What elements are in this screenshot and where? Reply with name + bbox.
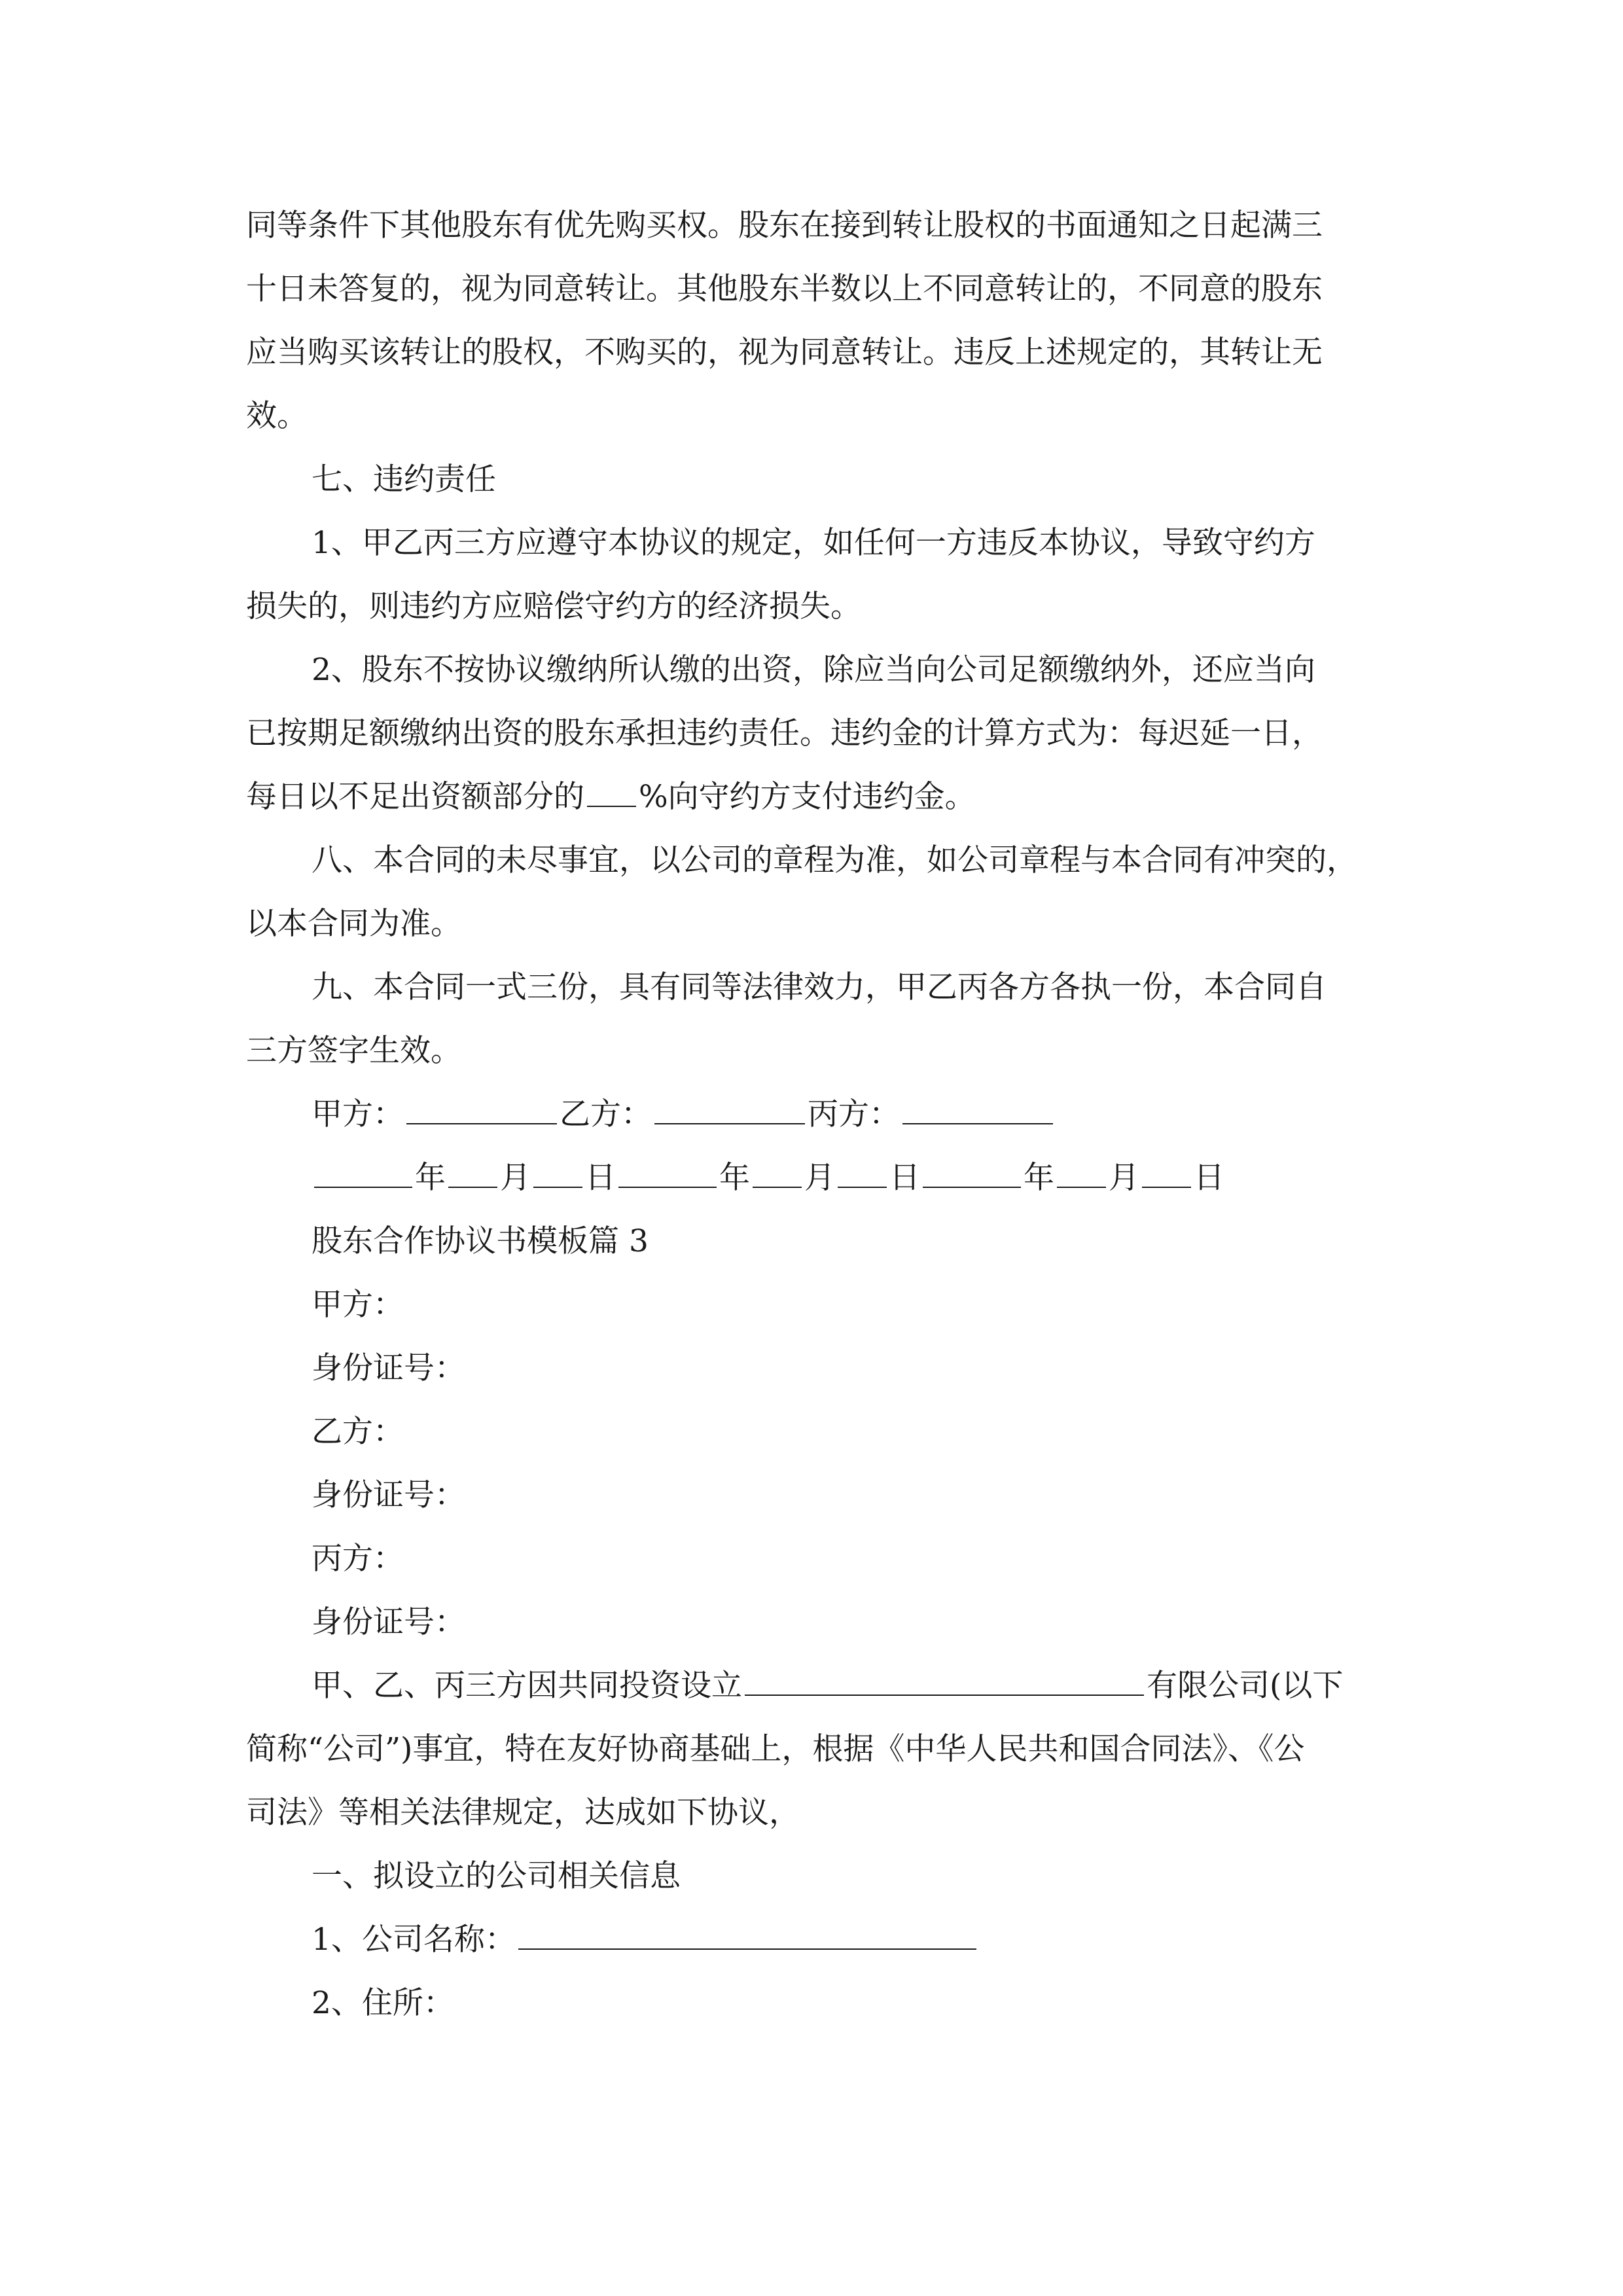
party-c-field: 丙方： xyxy=(312,1541,404,1577)
clause-9-line: 三方签字生效。 xyxy=(246,1033,461,1069)
paragraph-line: 应当购买该转让的股权，不购买的，视为同意转让。违反上述规定的，其转让无 xyxy=(246,334,1323,370)
paragraph-line: 效。 xyxy=(246,398,308,434)
document-page xyxy=(246,194,1398,2157)
party-c-label: 丙方： xyxy=(808,1096,900,1132)
clause-7-2-line xyxy=(246,765,1398,829)
company-name-blank[interactable] xyxy=(745,1660,1144,1696)
paragraph-line: 同等条件下其他股东有优先购买权。股东在接到转让股权的书面通知之日起满三 xyxy=(246,207,1323,243)
company-name-input-blank[interactable] xyxy=(518,1914,976,1950)
year-label: 年 xyxy=(719,1160,750,1196)
party-b-signature-blank[interactable] xyxy=(654,1089,805,1124)
month-label: 月 xyxy=(804,1160,835,1196)
intro-line xyxy=(246,1654,1398,1717)
signature-dates-row xyxy=(246,1146,1398,1210)
signature-parties-row xyxy=(246,1083,1398,1146)
clause-8-line: 八、本合同的未尽事宜，以公司的章程为准，如公司章程与本合同有冲突的， xyxy=(312,842,1357,878)
company-name-row xyxy=(246,1908,1398,1971)
clause-9-line: 九、本合同一式三份，具有同等法律效力，甲乙丙各方各执一份，本合同自 xyxy=(312,969,1327,1005)
month-label: 月 xyxy=(500,1160,531,1196)
intro-text: 甲、乙、丙三方因共同投资设立 xyxy=(312,1668,742,1704)
party-a-id-field: 身份证号： xyxy=(312,1350,465,1386)
day-label: 日 xyxy=(1194,1160,1224,1196)
intro-line: 司法》等相关法律规定，达成如下协议， xyxy=(246,1795,800,1831)
day-blank[interactable] xyxy=(1142,1153,1191,1188)
year-label: 年 xyxy=(415,1160,446,1196)
party-a-signature-blank[interactable] xyxy=(406,1089,557,1124)
year-label: 年 xyxy=(1024,1160,1054,1196)
company-name-label: 1、公司名称： xyxy=(312,1922,516,1958)
percent-blank[interactable] xyxy=(587,772,636,807)
month-blank[interactable] xyxy=(753,1153,802,1188)
month-label: 月 xyxy=(1109,1160,1139,1196)
party-b-id-field: 身份证号： xyxy=(312,1477,465,1513)
template-title: 股东合作协议书模板篇 3 xyxy=(312,1223,649,1259)
day-label: 日 xyxy=(889,1160,920,1196)
day-blank[interactable] xyxy=(533,1153,582,1188)
day-label: 日 xyxy=(585,1160,616,1196)
day-blank[interactable] xyxy=(838,1153,887,1188)
clause-7-1-line: 损失的，则违约方应赔偿守约方的经济损失。 xyxy=(246,588,861,624)
clause-7-2-line: 2、股东不按协议缴纳所认缴的出资，除应当向公司足额缴纳外，还应当向 xyxy=(312,652,1315,688)
party-c-id-field: 身份证号： xyxy=(312,1604,465,1640)
party-b-field: 乙方： xyxy=(312,1414,404,1450)
party-a-field: 甲方： xyxy=(312,1287,404,1323)
address-row: 2、住所： xyxy=(312,1985,454,2021)
paragraph-line: 十日未答复的，视为同意转让。其他股东半数以上不同意转让的，不同意的股东 xyxy=(246,271,1323,307)
year-blank[interactable] xyxy=(314,1153,412,1188)
intro-text: 有限公司(以下 xyxy=(1147,1668,1344,1704)
month-blank[interactable] xyxy=(448,1153,497,1188)
clause-text: %向守约方支付违约金。 xyxy=(639,779,976,815)
party-c-signature-blank[interactable] xyxy=(902,1089,1053,1124)
section-heading-company-info: 一、拟设立的公司相关信息 xyxy=(312,1858,681,1894)
clause-7-2-line: 已按期足额缴纳出资的股东承担违约责任。违约金的计算方式为：每迟延一日， xyxy=(246,715,1323,751)
year-blank[interactable] xyxy=(618,1153,717,1188)
party-a-label: 甲方： xyxy=(312,1096,404,1132)
intro-line: 简称“公司”)事宜，特在友好协商基础上，根据《中华人民共和国合同法》、《公 xyxy=(246,1731,1305,1767)
party-b-label: 乙方： xyxy=(560,1096,652,1132)
year-blank[interactable] xyxy=(923,1153,1021,1188)
month-blank[interactable] xyxy=(1057,1153,1106,1188)
clause-text: 每日以不足出资额部分的 xyxy=(246,779,584,815)
section-heading-breach: 七、违约责任 xyxy=(312,461,496,497)
clause-8-line: 以本合同为准。 xyxy=(246,906,461,942)
clause-7-1-line: 1、甲乙丙三方应遵守本协议的规定，如任何一方违反本协议，导致守约方 xyxy=(312,525,1315,561)
